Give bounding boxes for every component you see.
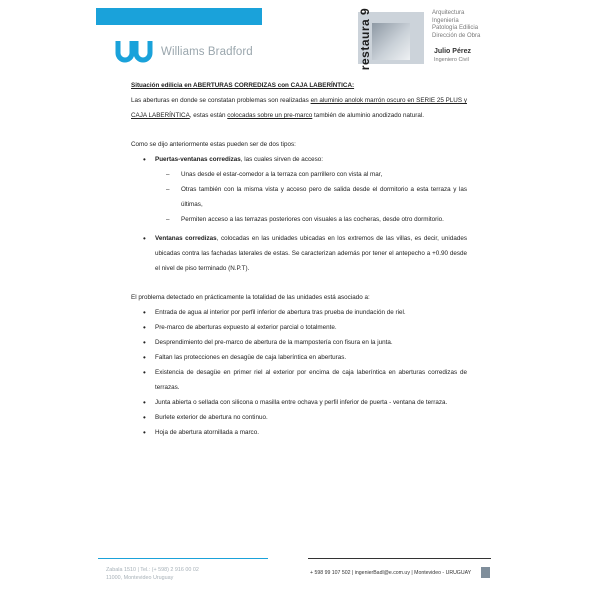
list-item: • Entrada de agua al interior por perfil inferior de abertura tras prueba de inundación de riel.	[131, 305, 467, 320]
person-role: Ingeniero Civil	[434, 57, 469, 63]
type-description: , colocadas en las unidades ubicadas en los extremos de las villas, es decir, unidades ubicadas contra las fachadas laterales de estas. Se caracterizan además por tener el antepecho a +0.90 desde el nivel de piso terminado (N.P.T).	[155, 235, 467, 272]
section-title: Situación edilicia en ABERTURAS CORREDIZAS con CAJA LABERÍNTICA:	[131, 82, 355, 89]
intro-underlined-text: en aluminio anolok marrón oscuro en SERIE 25 PLUS y CAJA LABERÍNTICA	[131, 97, 467, 119]
document-body	[131, 78, 467, 440]
intro-text: también de aluminio anodizado natural.	[312, 112, 424, 119]
service-line: Dirección de Obra	[432, 32, 481, 39]
type-name: Puertas-ventanas corredizas	[155, 156, 241, 163]
subtype-list	[155, 167, 467, 227]
list-item: – Otras también con la misma vista y acceso pero de salida desde el dormitorio a esta terraza y las últimas,	[155, 182, 467, 212]
list-item: • Burlete exterior de abertura no continuo.	[131, 410, 467, 425]
williams-bradford-logo	[115, 41, 253, 63]
list-item: – Permiten acceso a las terrazas posteriores con visuales a las cocheras, desde otro dormitorio.	[155, 212, 467, 227]
intro-text: , estas están	[189, 112, 228, 119]
restaura-logo-graphic	[372, 23, 410, 60]
service-line: Arquitectura	[432, 10, 465, 16]
list-item	[131, 231, 467, 276]
intro-underlined-text: colocadas sobre un pre-marco	[227, 112, 313, 119]
footer-contact: + 598 99 107 502 | ingenierBadl@e.com.uy | Montevideo - URUGUAY	[310, 570, 472, 576]
list-item: – Unas desde el estar-comedor a la terraza con parrillero con vista al mar,	[155, 167, 467, 182]
list-item: • Existencia de desagüe en primer riel al exterior por encima de caja laberíntica en aberturas corredizas de terrazas.	[131, 365, 467, 395]
wb-logo-mark-icon	[115, 41, 155, 63]
footer-address-line: 11000, Montevideo Uruguay	[106, 574, 174, 581]
list-item	[131, 152, 467, 227]
service-line: Patología Edilicia	[432, 25, 479, 31]
intro-text: Las aberturas en donde se constatan problemas son realizadas	[131, 97, 311, 104]
problems-list	[131, 305, 467, 440]
type-name: Ventanas corredizas	[155, 235, 217, 242]
list-item: • Pre-marco de aberturas expuesto al exterior parcial o totalmente.	[131, 320, 467, 335]
header-accent-bar	[96, 8, 262, 25]
footer-divider-left	[98, 558, 268, 559]
list-item: • Junta abierta o sellada con silicona o masilla entre ochava y perfil inferior de puerta - ventana de terraza.	[131, 395, 467, 410]
footer-square-icon	[481, 567, 490, 578]
types-intro: Como se dijo anteriormente estas pueden ser de dos tipos:	[131, 141, 296, 148]
intro-paragraph	[131, 93, 467, 123]
footer-address-line: Zabala 1510 | Tel.: (+ 598) 2 916 00 02	[106, 567, 199, 573]
restaura-services	[432, 10, 480, 40]
restaura-logo	[358, 7, 424, 71]
footer-address	[106, 567, 199, 582]
list-item: • Hoja de abertura atornillada a marco.	[131, 425, 467, 440]
brand-name: Williams Bradford	[161, 46, 253, 58]
person-name: Julio Pérez	[434, 48, 471, 55]
problem-intro: El problema detectado en prácticamente la totalidad de las unidades está asociado a:	[131, 294, 370, 301]
service-line: Ingeniería	[432, 17, 459, 24]
list-item: • Faltan las protecciones en desagüe de caja laberíntica en aberturas.	[131, 350, 467, 365]
types-list	[131, 152, 467, 276]
list-item: • Desprendimiento del pre-marco de abertura de la mampostería con fisura en la junta.	[131, 335, 467, 350]
restaura-logo-text: restaura 9	[358, 7, 373, 71]
type-description: , las cuales sirven de acceso:	[240, 156, 324, 163]
footer-divider-right	[308, 558, 491, 559]
